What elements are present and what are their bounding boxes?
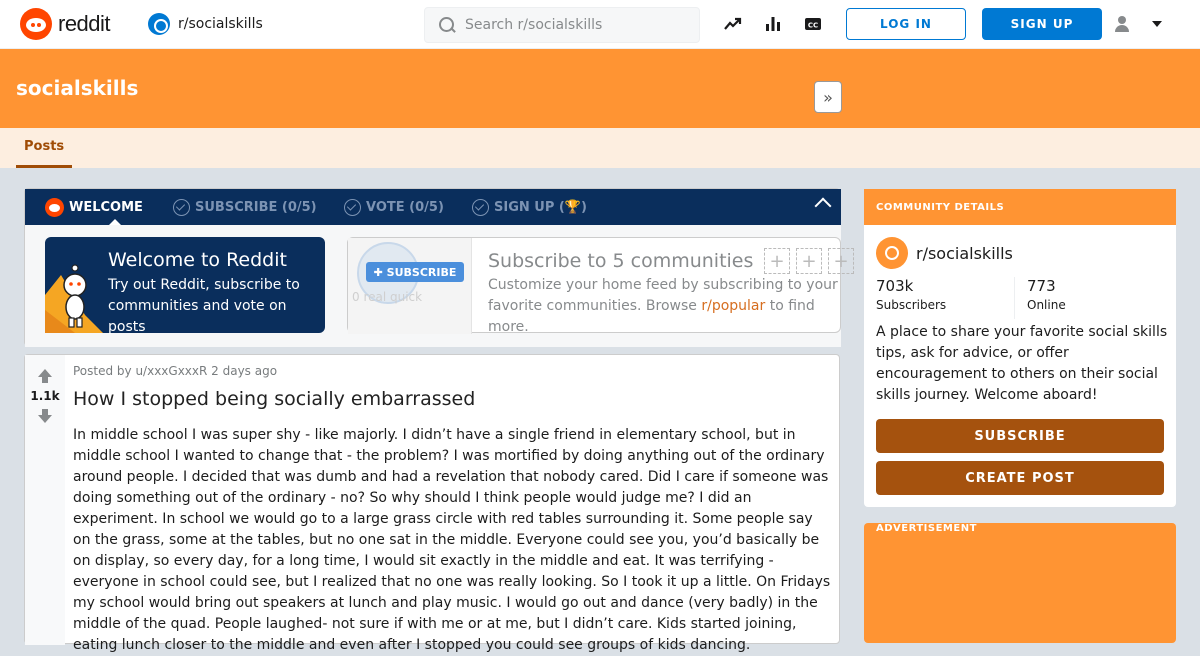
sign-up-button[interactable]: SIGN UP bbox=[982, 8, 1102, 40]
check-circle-icon bbox=[173, 199, 190, 216]
popular-link[interactable]: r/popular bbox=[701, 298, 766, 314]
post-meta[interactable]: Posted by u/xxxGxxxR 2 days ago bbox=[73, 364, 278, 378]
snoo-trophy-illustration bbox=[45, 255, 103, 333]
reddit-snoo-icon bbox=[20, 8, 52, 40]
post-title[interactable]: How I stopped being socially embarrassed bbox=[73, 388, 476, 410]
subreddit-icon bbox=[148, 13, 170, 35]
reddit-wordmark: reddit bbox=[58, 11, 111, 36]
search-icon bbox=[439, 17, 455, 33]
closed-caption-icon[interactable] bbox=[803, 14, 823, 34]
user-icon bbox=[1112, 14, 1132, 34]
step-label: SUBSCRIBE (0/5) bbox=[195, 199, 317, 215]
step-vote[interactable] bbox=[344, 189, 444, 225]
log-in-button[interactable]: LOG IN bbox=[846, 8, 966, 40]
subreddit-title: socialskills bbox=[16, 76, 139, 100]
vote-column bbox=[25, 355, 65, 645]
reddit-snoo-icon bbox=[45, 198, 64, 217]
welcome-card[interactable] bbox=[45, 237, 325, 333]
create-post-button[interactable]: CREATE POST bbox=[876, 461, 1164, 495]
step-subscribe[interactable] bbox=[173, 189, 317, 225]
step-welcome[interactable] bbox=[45, 189, 143, 225]
online-label: Online bbox=[1027, 298, 1066, 312]
post-card[interactable] bbox=[24, 354, 840, 653]
tab-posts[interactable]: Posts bbox=[16, 128, 72, 168]
community-identity[interactable] bbox=[876, 237, 1013, 269]
welcome-onboarding bbox=[24, 188, 849, 346]
step-label: WELCOME bbox=[69, 199, 143, 215]
welcome-card-title: Welcome to Reddit bbox=[108, 249, 287, 271]
online-count: 773 bbox=[1027, 277, 1056, 295]
reddit-logo[interactable] bbox=[20, 8, 110, 40]
stats-icon[interactable] bbox=[763, 14, 783, 34]
search-input[interactable] bbox=[465, 17, 685, 33]
community-details-card bbox=[864, 189, 1176, 507]
onboarding-steps bbox=[25, 189, 841, 225]
community-slot-plus-icon: + bbox=[796, 248, 822, 274]
community-slot-plus-icon: + bbox=[828, 248, 854, 274]
subscribers-stat bbox=[876, 277, 1014, 319]
community-slot-plus-icon: + bbox=[764, 248, 790, 274]
subreddit-name: r/socialskills bbox=[178, 16, 263, 32]
advertisement-card[interactable] bbox=[864, 523, 1176, 643]
subscribe-card-text: Customize your home feed by subscribing to your favorite communities. Browse r/popular to find more. bbox=[488, 277, 838, 335]
check-circle-icon bbox=[472, 199, 489, 216]
chevron-down-icon bbox=[1152, 21, 1162, 27]
subscribe-card-thumbnail bbox=[348, 238, 472, 334]
user-menu-dropdown[interactable] bbox=[1112, 12, 1162, 36]
community-details-header: COMMUNITY DETAILS bbox=[864, 189, 1176, 225]
subscribers-label: Subscribers bbox=[876, 298, 947, 312]
vote-count: 1.1k bbox=[30, 389, 60, 403]
subscribe-card[interactable] bbox=[347, 237, 849, 335]
top-header bbox=[0, 0, 1200, 49]
subreddit-breadcrumb[interactable] bbox=[148, 13, 263, 35]
subscribe-card-title: Subscribe to 5 communities bbox=[488, 250, 754, 272]
next-card-button[interactable] bbox=[814, 81, 842, 113]
onboarding-cards bbox=[25, 225, 849, 347]
upvote-arrow-icon[interactable] bbox=[38, 369, 52, 385]
subreddit-tabs bbox=[0, 128, 1200, 168]
subreddit-banner bbox=[0, 49, 1200, 128]
online-stat bbox=[1014, 277, 1152, 319]
subreddit-icon bbox=[876, 237, 908, 269]
search-bar[interactable] bbox=[424, 7, 700, 43]
community-description: A place to share your favorite social skills tips, ask for advice, or offer encouragement to others on their social skills journey. Welcome aboard! bbox=[876, 324, 1168, 403]
double-chevron-right-icon: » bbox=[823, 87, 833, 107]
trending-icon[interactable] bbox=[723, 14, 743, 34]
step-label: VOTE (0/5) bbox=[366, 199, 444, 215]
downvote-arrow-icon[interactable] bbox=[38, 409, 52, 425]
community-name: r/socialskills bbox=[916, 243, 1013, 263]
subscribe-thumb-button: ✚ SUBSCRIBE bbox=[366, 262, 464, 282]
advertisement-label: ADVERTISEMENT bbox=[876, 523, 977, 534]
step-sign-up[interactable] bbox=[472, 189, 587, 225]
subscribe-button[interactable]: SUBSCRIBE bbox=[876, 419, 1164, 453]
subscribers-count: 703k bbox=[876, 277, 914, 295]
thumb-caption: 0 real quick bbox=[352, 290, 423, 304]
chevron-up-icon[interactable] bbox=[815, 198, 832, 215]
check-circle-icon bbox=[344, 199, 361, 216]
post-body: In middle school I was super shy - like majorly. I didn’t have a single friend in elementary school, but in middle school I wanted to change that - the problem? I was mortified by doing anything out of the ordinary around people. I decided that was dumb and had a revelation that nobody cared. Did I care if someone was doing something out of the ordinary - no? So why should I think people would judge me? I did an experiment. In school we would go to a large grass circle with red tables surrounding it. Some people say on the grass, some at the tables, but no one sat in the middle. Everyone could see you, you’d basically be on display, so every day, for a long time, I would sit exactly in the middle and eat. It was terrifying - everyone in school could see, but I realized that no one was really looking. So I took it up a little. On Fridays my school would bring out speakers at lunch and play music. I would go out and dance (very badly) in the middle of the quad. People laughed- not sure if with me or at me, but I didn’t care. Kids started joining, eating lunch closer to the middle and even after I stopped you could see groups of kids dancing. bbox=[73, 427, 831, 653]
svg-text:CC: CC bbox=[807, 21, 819, 30]
step-label: SIGN UP (🏆) bbox=[494, 199, 587, 215]
welcome-card-text: Try out Reddit, subscribe to communities and vote on posts bbox=[108, 277, 300, 335]
community-stats bbox=[876, 277, 1164, 319]
